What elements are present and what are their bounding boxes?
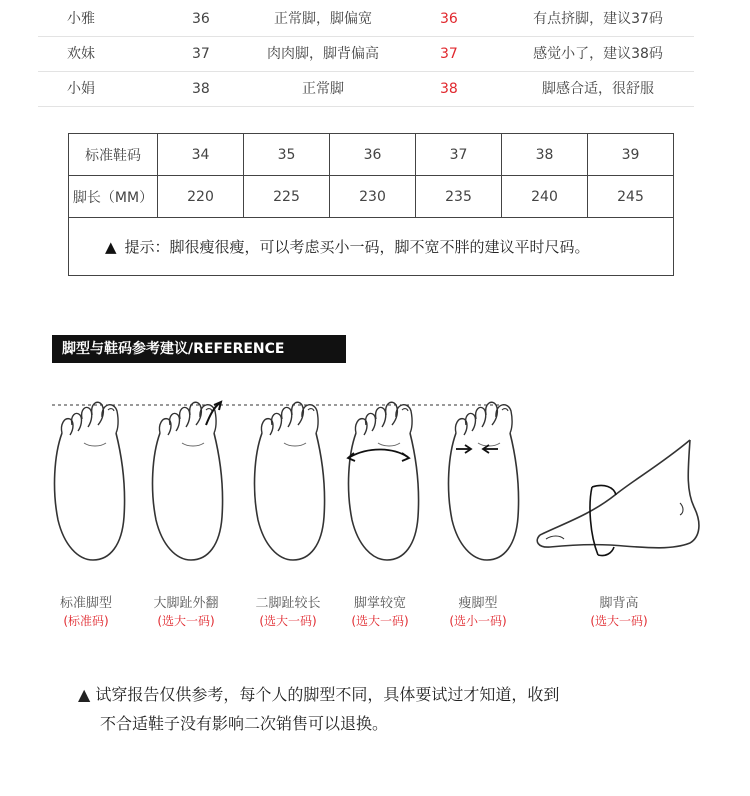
- foot-type-advice: (标准码): [63, 614, 109, 628]
- length-row: [69, 176, 674, 218]
- length-row-label: 脚长（MM）: [69, 176, 158, 218]
- size-cell: 34: [158, 134, 244, 176]
- foot-type-label: 标准脚型: [59, 596, 112, 611]
- foot-illustrations: [0, 395, 750, 575]
- disclaimer-line-1: 试穿报告仅供参考，每个人的脚型不同，具体要试过才知道，收到: [95, 685, 560, 704]
- tester-name: 小雅: [67, 11, 95, 27]
- size-row-label: 标准鞋码: [69, 134, 158, 176]
- trial-row: [38, 72, 694, 107]
- length-cell: 220: [158, 176, 244, 218]
- foot-standard-illustration: [55, 402, 125, 560]
- trial-row: [38, 2, 694, 37]
- disclaimer: [78, 680, 698, 738]
- foot-bunion-illustration: [153, 402, 223, 560]
- foot-type-advice: (选大一码): [157, 614, 215, 628]
- size-row: [69, 134, 674, 176]
- tried-size: 36: [440, 11, 458, 27]
- size-cell: 39: [588, 134, 674, 176]
- length-cell: 230: [330, 176, 416, 218]
- length-cell: 240: [502, 176, 588, 218]
- foot-type-label: 脚掌较宽: [353, 596, 406, 611]
- section-title: 脚型与鞋码参考建议/REFERENCE: [52, 335, 346, 363]
- usual-size: 38: [192, 81, 210, 97]
- foot-high-instep-illustration: [537, 440, 699, 556]
- usual-size: 36: [192, 11, 210, 27]
- foot-shape: 正常脚: [302, 81, 344, 97]
- foot-shape: 正常脚，脚偏宽: [274, 11, 372, 27]
- tester-name: 欢妹: [67, 46, 95, 62]
- foot-type-advice: (选大一码): [590, 614, 648, 628]
- length-cell: 245: [588, 176, 674, 218]
- size-cell: 38: [502, 134, 588, 176]
- foot-slim-illustration: [449, 402, 519, 560]
- foot-shape: 肉肉脚，脚背偏高: [267, 46, 379, 62]
- foot-type-advice: (选大一码): [259, 614, 317, 628]
- size-tip: [69, 218, 674, 276]
- foot-wide-ball-illustration: [348, 402, 419, 560]
- trial-row: [38, 37, 694, 72]
- size-table: [68, 133, 674, 276]
- length-cell: 225: [244, 176, 330, 218]
- length-cell: 235: [416, 176, 502, 218]
- foot-long-second-toe-illustration: [255, 402, 325, 560]
- triangle-up-icon: ▲: [78, 685, 96, 704]
- usual-size: 37: [192, 46, 210, 62]
- disclaimer-line-2: 不合适鞋子没有影响二次销售可以退换。: [100, 714, 389, 733]
- foot-type-label: 大脚趾外翻: [153, 596, 219, 611]
- size-cell: 36: [330, 134, 416, 176]
- foot-type-label: 瘦脚型: [458, 596, 498, 611]
- tried-size: 38: [440, 81, 458, 97]
- foot-type-label: 二脚趾较长: [255, 596, 321, 611]
- foot-type-advice: (选大一码): [351, 614, 409, 628]
- size-cell: 37: [416, 134, 502, 176]
- fit-note: 感觉小了，建议38码: [533, 46, 663, 62]
- foot-type-label: 脚背高: [599, 596, 639, 611]
- foot-type-advice: (选小一码): [449, 614, 507, 628]
- size-tip-text: 提示：脚很瘦很瘦，可以考虑买小一码，脚不宽不胖的建议平时尺码。: [124, 238, 590, 256]
- fit-note: 有点挤脚，建议37码: [533, 11, 663, 27]
- tip-row: [69, 218, 674, 276]
- tried-size: 37: [440, 46, 458, 62]
- triangle-up-icon: ▲: [105, 238, 117, 256]
- fit-note: 脚感合适，很舒服: [542, 81, 654, 97]
- size-cell: 35: [244, 134, 330, 176]
- tester-name: 小娟: [67, 81, 95, 97]
